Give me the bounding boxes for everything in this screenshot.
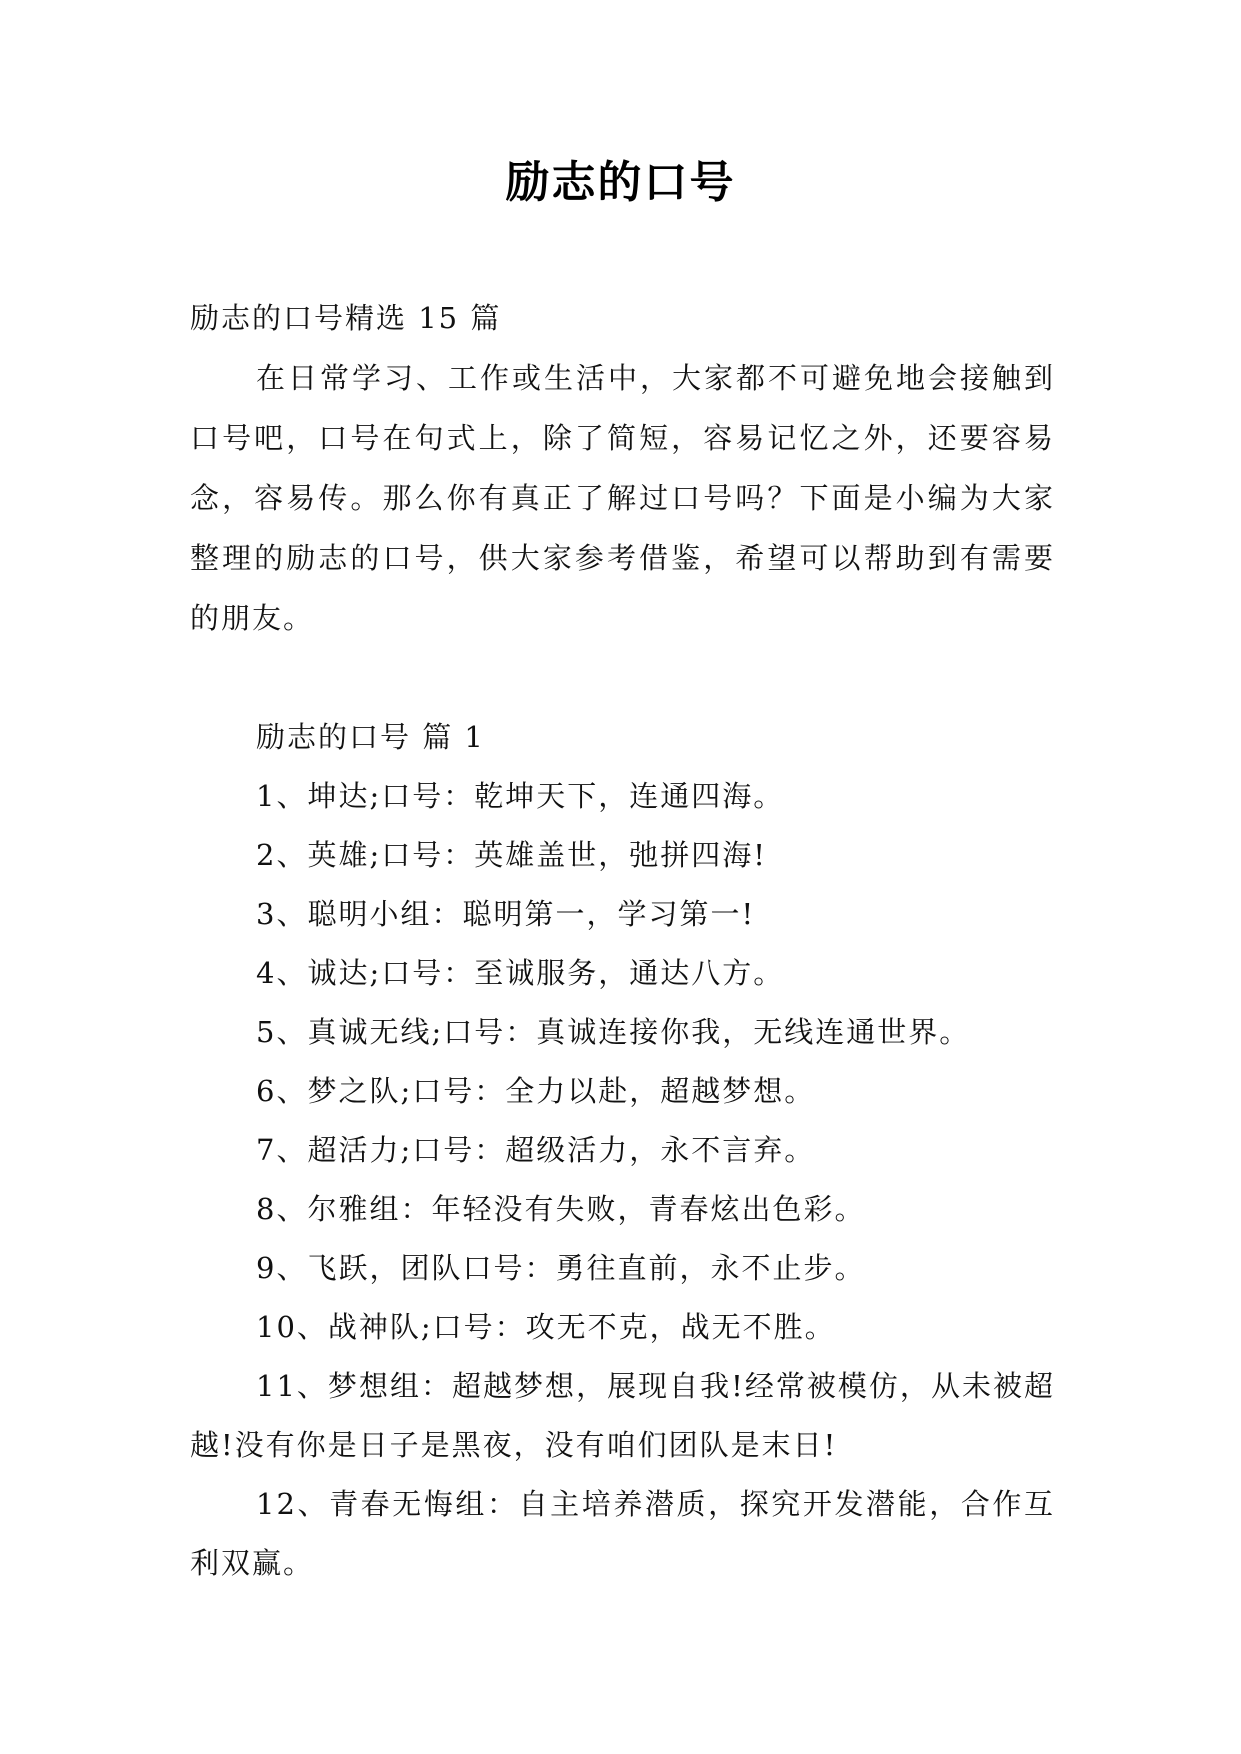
- list-item: 10、战神队;口号：攻无不克，战无不胜。: [256, 1310, 836, 1344]
- list-item: 12、青春无悔组：自主培养潜质，探究开发潜能，合作互利双赢。: [190, 1487, 1055, 1580]
- list-item: 7、超活力;口号：超级活力，永不言弃。: [256, 1133, 816, 1167]
- list-item: 8、尔雅组：年轻没有失败，青春炫出色彩。: [256, 1192, 866, 1226]
- list-item: 5、真诚无线;口号：真诚连接你我，无线连通世界。: [256, 1015, 971, 1049]
- section-spacer: [190, 648, 1055, 708]
- list-item: 11、梦想组：超越梦想，展现自我!经常被模仿，从未被超越!没有你是日子是黑夜，没有咱们团队是末日!: [190, 1369, 1055, 1462]
- list-item: 1、坤达;口号：乾坤天下，连通四海。: [256, 779, 785, 813]
- document-subtitle: 励志的口号精选 15 篇: [190, 301, 502, 335]
- list-item: 9、飞跃，团队口号：勇往直前，永不止步。: [256, 1251, 866, 1285]
- list-item: 6、梦之队;口号：全力以赴，超越梦想。: [256, 1074, 816, 1108]
- list-item: 2、英雄;口号：英雄盖世，弛拼四海!: [256, 838, 767, 872]
- intro-paragraph: 在日常学习、工作或生活中，大家都不可避免地会接触到口号吧，口号在句式上，除了简短，容易记忆之外，还要容易念，容易传。那么你有真正了解过口号吗？下面是小编为大家整理的励志的口号，供大家参考借鉴，希望可以帮助到有需要的朋友。: [190, 361, 1055, 635]
- slogan-list: [190, 708, 1055, 1593]
- document-title: 励志的口号: [505, 157, 736, 208]
- document-body: [190, 288, 1055, 1593]
- list-item: 3、聪明小组：聪明第一，学习第一!: [256, 897, 756, 931]
- section-heading: 励志的口号 篇 1: [256, 720, 485, 754]
- list-item: 4、诚达;口号：至诚服务，通达八方。: [256, 956, 785, 990]
